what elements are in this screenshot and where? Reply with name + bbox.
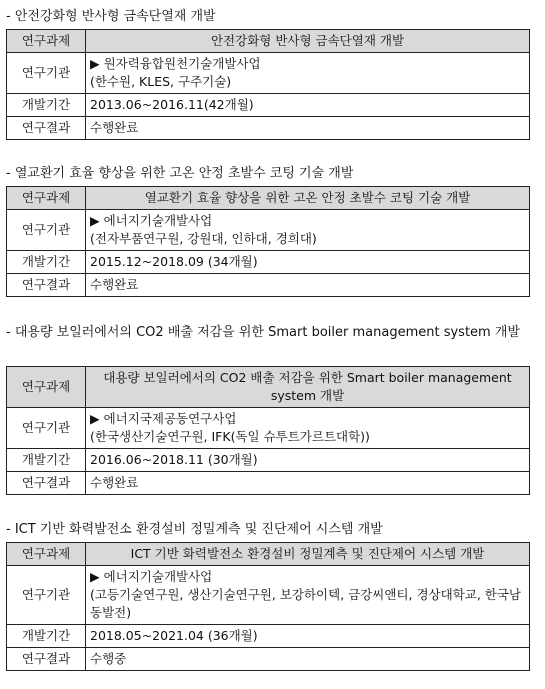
project-1-table — [6, 29, 530, 140]
project-2-heading: - 열교환기 효율 향상을 위한 고온 안정 초발수 코팅 기술 개발 — [6, 166, 354, 181]
table-row — [7, 53, 530, 94]
org-value — [86, 566, 530, 625]
result-value: 수행완료 — [86, 274, 530, 297]
table-row — [7, 648, 530, 671]
table-row — [7, 117, 530, 140]
result-label: 연구결과 — [7, 472, 86, 495]
table-row — [7, 30, 530, 53]
result-value: 수행완료 — [86, 117, 530, 140]
result-label: 연구결과 — [7, 117, 86, 140]
org-value — [86, 53, 530, 94]
org-program: ▶ 원자력융합원천기술개발사업 — [90, 56, 261, 71]
title-value: 열교환기 효율 향상을 위한 고온 안정 초발수 코팅 기술 개발 — [86, 187, 530, 210]
title-value: 대용량 보일러에서의 CO2 배출 저감을 위한 Smart boiler management system 개발 — [86, 367, 530, 408]
table-row — [7, 367, 530, 408]
project-1-heading: - 안전강화형 반사형 금속단열재 개발 — [6, 9, 216, 24]
table-row — [7, 566, 530, 625]
table-row — [7, 251, 530, 274]
period-label: 개발기간 — [7, 449, 86, 472]
project-4-table — [6, 542, 530, 671]
org-value — [86, 210, 530, 251]
table-row — [7, 210, 530, 251]
org-program: ▶ 에너지기술개발사업 — [90, 213, 213, 228]
period-value: 2018.05~2021.04 (36개월) — [86, 625, 530, 648]
result-value: 수행완료 — [86, 472, 530, 495]
title-label: 연구과제 — [7, 543, 86, 566]
project-2-table — [6, 186, 530, 297]
org-members: (전자부품연구원, 강원대, 인하대, 경희대) — [90, 231, 317, 246]
table-row — [7, 187, 530, 210]
table-row — [7, 625, 530, 648]
period-value: 2013.06~2016.11(42개월) — [86, 94, 530, 117]
org-label: 연구기관 — [7, 210, 86, 251]
title-value: 안전강화형 반사형 금속단열재 개발 — [86, 30, 530, 53]
project-3-heading: - 대용량 보일러에서의 CO2 배출 저감을 위한 Smart boiler management system 개발 — [6, 325, 520, 340]
org-label: 연구기관 — [7, 408, 86, 449]
org-members: (고등기술연구원, 생산기술연구원, 보강하이텍, 금강씨앤티, 경상대학교, 한국남동발전) — [90, 587, 522, 620]
title-label: 연구과제 — [7, 367, 86, 408]
table-row — [7, 274, 530, 297]
project-4-heading: - ICT 기반 화력발전소 환경설비 정밀계측 및 진단제어 시스템 개발 — [6, 522, 383, 537]
period-label: 개발기간 — [7, 251, 86, 274]
result-value: 수행중 — [86, 648, 530, 671]
title-label: 연구과제 — [7, 187, 86, 210]
result-label: 연구결과 — [7, 648, 86, 671]
org-program: ▶ 에너지기술개발사업 — [90, 569, 213, 584]
period-label: 개발기간 — [7, 625, 86, 648]
period-label: 개발기간 — [7, 94, 86, 117]
title-label: 연구과제 — [7, 30, 86, 53]
title-value: ICT 기반 화력발전소 환경설비 정밀계측 및 진단제어 시스템 개발 — [86, 543, 530, 566]
org-members: (한국생산기술연구원, IFK(독일 슈투트가르트대학)) — [90, 429, 370, 444]
org-label: 연구기관 — [7, 566, 86, 625]
org-value — [86, 408, 530, 449]
table-row — [7, 408, 530, 449]
period-value: 2015.12~2018.09 (34개월) — [86, 251, 530, 274]
org-members: (한수원, KLES, 구주기술) — [90, 74, 232, 89]
org-program: ▶ 에너지국제공동연구사업 — [90, 411, 237, 426]
org-label: 연구기관 — [7, 53, 86, 94]
project-3-table — [6, 366, 530, 495]
period-value: 2016.06~2018.11 (30개월) — [86, 449, 530, 472]
result-label: 연구결과 — [7, 274, 86, 297]
table-row — [7, 472, 530, 495]
table-row — [7, 543, 530, 566]
table-row — [7, 94, 530, 117]
table-row — [7, 449, 530, 472]
